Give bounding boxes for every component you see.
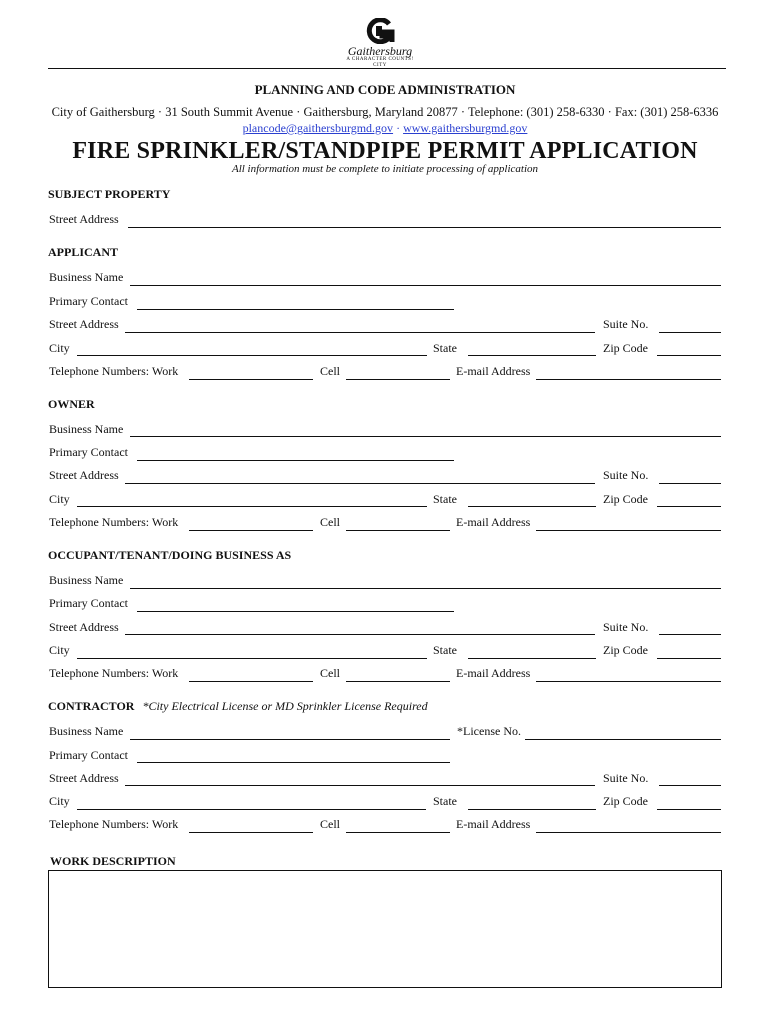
contact-links bbox=[0, 121, 770, 136]
applicant-business-label: Business Name bbox=[49, 270, 124, 284]
owner-city-field[interactable] bbox=[77, 506, 427, 507]
section-occupant: OCCUPANT/TENANT/DOING BUSINESS AS bbox=[48, 548, 292, 562]
owner-suite-label: Suite No. bbox=[603, 468, 649, 482]
contractor-business-label: Business Name bbox=[49, 724, 124, 738]
contractor-street-field[interactable] bbox=[125, 785, 595, 786]
owner-street-field[interactable] bbox=[125, 483, 595, 484]
link-separator: · bbox=[396, 121, 401, 135]
section-contractor bbox=[48, 699, 428, 714]
applicant-cell-label: Cell bbox=[320, 364, 340, 378]
contractor-street-label: Street Address bbox=[49, 771, 119, 785]
section-owner: OWNER bbox=[48, 397, 95, 411]
occupant-zip-field[interactable] bbox=[657, 658, 721, 659]
occupant-business-label: Business Name bbox=[49, 573, 124, 587]
contractor-license-field[interactable] bbox=[525, 739, 721, 740]
occupant-state-label: State bbox=[433, 643, 457, 657]
owner-business-field[interactable] bbox=[130, 436, 721, 437]
contractor-email-label: E-mail Address bbox=[456, 817, 531, 831]
applicant-contact-label: Primary Contact bbox=[49, 294, 128, 308]
owner-cell-label: Cell bbox=[320, 515, 340, 529]
contractor-zip-field[interactable] bbox=[657, 809, 721, 810]
applicant-contact-field[interactable] bbox=[137, 309, 454, 310]
owner-zip-field[interactable] bbox=[657, 506, 721, 507]
contractor-contact-label: Primary Contact bbox=[49, 748, 128, 762]
applicant-zip-label: Zip Code bbox=[603, 341, 648, 355]
occupant-suite-field[interactable] bbox=[659, 634, 721, 635]
owner-state-field[interactable] bbox=[468, 506, 596, 507]
occupant-contact-field[interactable] bbox=[137, 611, 454, 612]
contractor-phone-field[interactable] bbox=[189, 832, 313, 833]
section-subject-property: SUBJECT PROPERTY bbox=[48, 187, 171, 201]
owner-city-label: City bbox=[49, 492, 70, 506]
contractor-business-field[interactable] bbox=[130, 739, 450, 740]
occupant-zip-label: Zip Code bbox=[603, 643, 648, 657]
contractor-state-label: State bbox=[433, 794, 457, 808]
owner-contact-label: Primary Contact bbox=[49, 445, 128, 459]
occupant-cell-label: Cell bbox=[320, 666, 340, 680]
applicant-cell-field[interactable] bbox=[346, 379, 450, 380]
applicant-street-field[interactable] bbox=[125, 332, 595, 333]
contractor-city-label: City bbox=[49, 794, 70, 808]
occupant-email-field[interactable] bbox=[536, 681, 721, 682]
occupant-cell-field[interactable] bbox=[346, 681, 450, 682]
contact-info: City of Gaithersburg · 31 South Summit Avenue · Gaithersburg, Maryland 20877 · Telephone: (301) 258-6330 · Fax: (301) 258-6336 bbox=[51, 105, 719, 119]
applicant-city-field[interactable] bbox=[77, 355, 427, 356]
owner-cell-field[interactable] bbox=[346, 530, 450, 531]
contractor-license-note: *City Electrical License or MD Sprinkler License Required bbox=[142, 699, 428, 713]
logo-tagline: A CHARACTER COUNTS! CITY bbox=[346, 57, 414, 68]
contractor-contact-field[interactable] bbox=[137, 762, 450, 763]
form-subtitle: All information must be complete to initiate processing of application bbox=[231, 163, 539, 175]
applicant-suite-field[interactable] bbox=[659, 332, 721, 333]
occupant-email-label: E-mail Address bbox=[456, 666, 531, 680]
city-seal-icon bbox=[365, 18, 395, 44]
occupant-phone-label: Telephone Numbers: Work bbox=[49, 666, 179, 680]
contractor-zip-label: Zip Code bbox=[603, 794, 648, 808]
owner-contact-field[interactable] bbox=[137, 460, 454, 461]
occupant-city-field[interactable] bbox=[77, 658, 427, 659]
section-applicant: APPLICANT bbox=[48, 245, 119, 259]
applicant-state-field[interactable] bbox=[468, 355, 596, 356]
applicant-suite-label: Suite No. bbox=[603, 317, 649, 331]
owner-phone-label: Telephone Numbers: Work bbox=[49, 515, 179, 529]
contractor-state-field[interactable] bbox=[468, 809, 596, 810]
occupant-suite-label: Suite No. bbox=[603, 620, 649, 634]
contractor-email-field[interactable] bbox=[536, 832, 721, 833]
applicant-phone-label: Telephone Numbers: Work bbox=[49, 364, 179, 378]
contractor-license-label: *License No. bbox=[457, 724, 521, 738]
contractor-phone-label: Telephone Numbers: Work bbox=[49, 817, 179, 831]
contractor-cell-label: Cell bbox=[320, 817, 340, 831]
occupant-contact-label: Primary Contact bbox=[49, 596, 128, 610]
department-name: PLANNING AND CODE ADMINISTRATION bbox=[254, 82, 516, 97]
contractor-cell-field[interactable] bbox=[346, 832, 450, 833]
website-link[interactable]: www.gaithersburgmd.gov bbox=[403, 121, 528, 135]
applicant-phone-field[interactable] bbox=[189, 379, 313, 380]
owner-suite-field[interactable] bbox=[659, 483, 721, 484]
owner-state-label: State bbox=[433, 492, 457, 506]
form-title: FIRE SPRINKLER/STANDPIPE PERMIT APPLICATION bbox=[72, 138, 698, 164]
subject-street-field[interactable] bbox=[128, 227, 721, 228]
owner-email-label: E-mail Address bbox=[456, 515, 531, 529]
contractor-suite-field[interactable] bbox=[659, 785, 721, 786]
contractor-suite-label: Suite No. bbox=[603, 771, 649, 785]
occupant-street-label: Street Address bbox=[49, 620, 119, 634]
owner-zip-label: Zip Code bbox=[603, 492, 648, 506]
owner-email-field[interactable] bbox=[536, 530, 721, 531]
applicant-business-field[interactable] bbox=[130, 285, 721, 286]
occupant-city-label: City bbox=[49, 643, 70, 657]
owner-business-label: Business Name bbox=[49, 422, 124, 436]
occupant-street-field[interactable] bbox=[125, 634, 595, 635]
occupant-phone-field[interactable] bbox=[189, 681, 313, 682]
contractor-city-field[interactable] bbox=[77, 809, 426, 810]
applicant-email-label: E-mail Address bbox=[456, 364, 531, 378]
applicant-state-label: State bbox=[433, 341, 457, 355]
logo-name: Gaithersburg bbox=[347, 44, 413, 58]
owner-phone-field[interactable] bbox=[189, 530, 313, 531]
applicant-street-label: Street Address bbox=[49, 317, 119, 331]
applicant-city-label: City bbox=[49, 341, 70, 355]
section-work-description: WORK DESCRIPTION bbox=[50, 854, 176, 868]
applicant-email-field[interactable] bbox=[536, 379, 721, 380]
applicant-zip-field[interactable] bbox=[657, 355, 721, 356]
occupant-business-field[interactable] bbox=[130, 588, 721, 589]
email-link[interactable]: plancode@gaithersburgmd.gov bbox=[242, 121, 394, 135]
contractor-heading: CONTRACTOR bbox=[48, 699, 135, 713]
header-rule bbox=[48, 68, 726, 69]
owner-street-label: Street Address bbox=[49, 468, 119, 482]
work-description-box[interactable] bbox=[48, 870, 722, 988]
occupant-state-field[interactable] bbox=[468, 658, 596, 659]
subject-street-label: Street Address bbox=[49, 212, 119, 226]
